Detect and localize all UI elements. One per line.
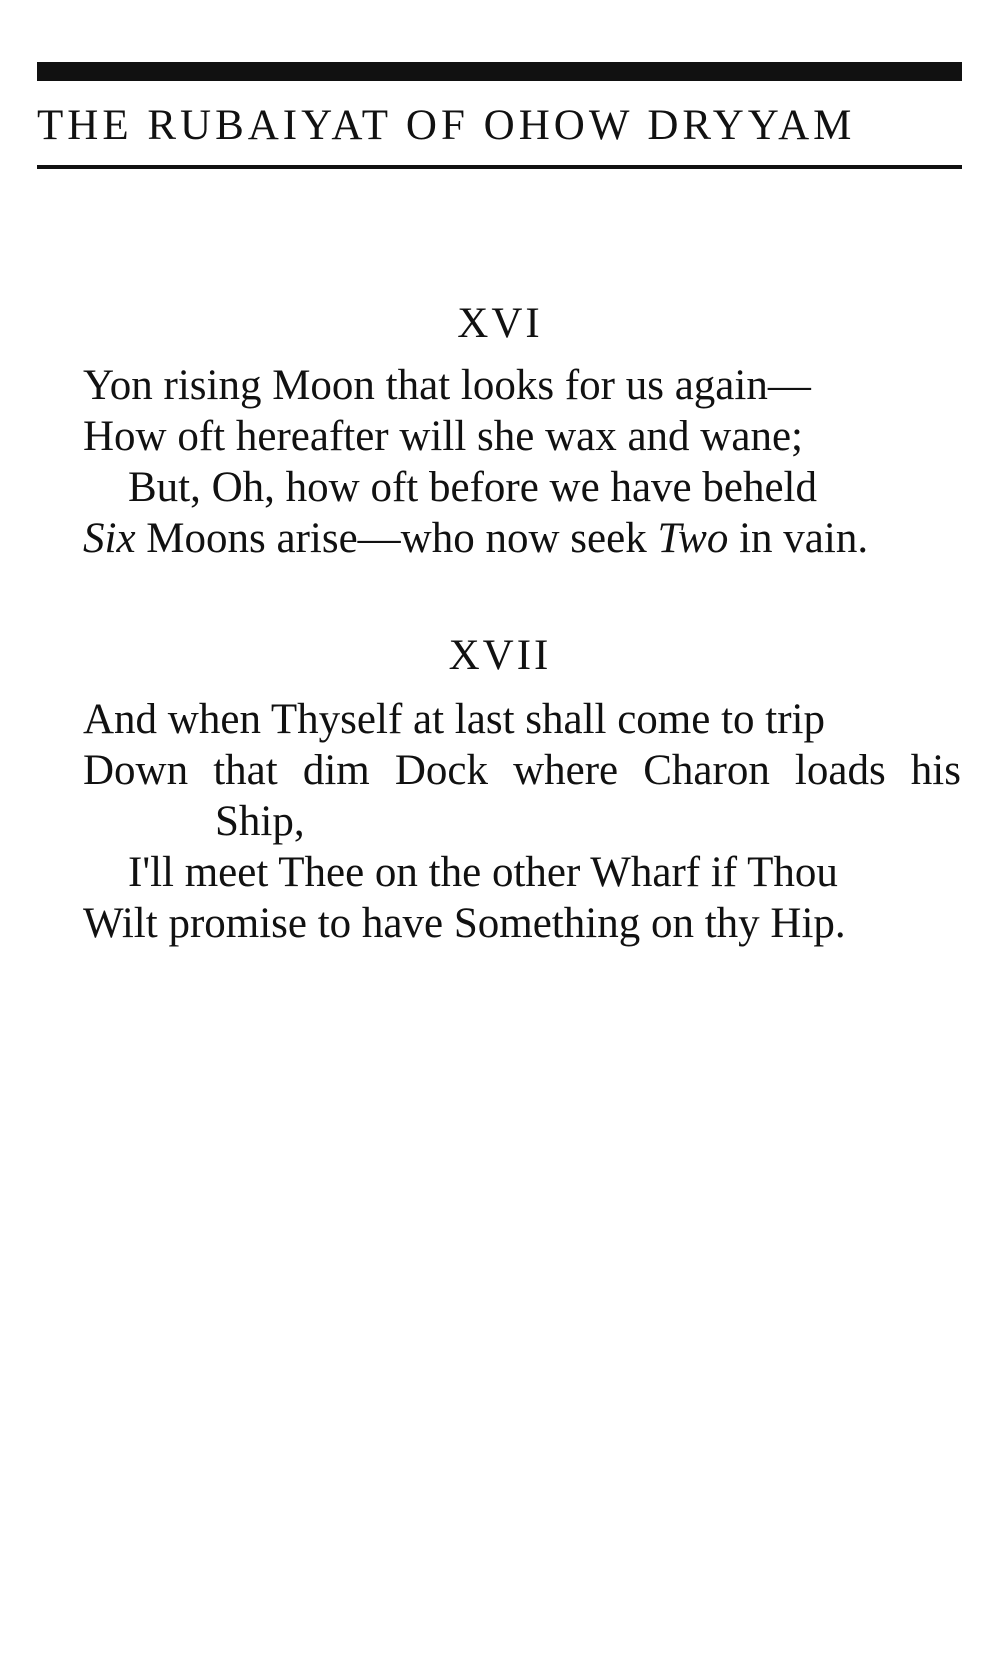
- italic-word: Six: [83, 515, 136, 562]
- stanza-xvi: [83, 360, 963, 564]
- stanza-numeral-xvi: XVI: [457, 300, 543, 347]
- italic-word: Two: [657, 515, 729, 562]
- stanza-line: Wilt promise to have Something on thy Hip.: [83, 900, 846, 947]
- stanza-line: I'll meet Thee on the other Wharf if Thou: [128, 849, 838, 896]
- running-title: THE RUBAIYAT OF OHOW DRYYAM: [37, 102, 856, 149]
- stanza-line: And when Thyself at last shall come to trip: [83, 696, 826, 743]
- line-segment: in vain.: [728, 515, 869, 562]
- stanza-line: Yon rising Moon that looks for us again—: [83, 362, 811, 409]
- stanza-line: How oft hereafter will she wax and wane;: [83, 413, 803, 460]
- header-rule: [37, 165, 962, 169]
- stanza-xvii: [83, 694, 963, 949]
- stanza-numeral-xvii: XVII: [448, 632, 552, 679]
- stanza-line-turnover: Ship,: [215, 798, 305, 845]
- stanza-line: But, Oh, how oft before we have beheld: [128, 464, 817, 511]
- stanza-line-mixed: [83, 513, 963, 564]
- line-segment: Moons arise—who now seek: [135, 515, 658, 562]
- top-heavy-rule: [37, 62, 962, 81]
- stanza-line: Down that dim Dock where Charon loads his: [83, 747, 961, 794]
